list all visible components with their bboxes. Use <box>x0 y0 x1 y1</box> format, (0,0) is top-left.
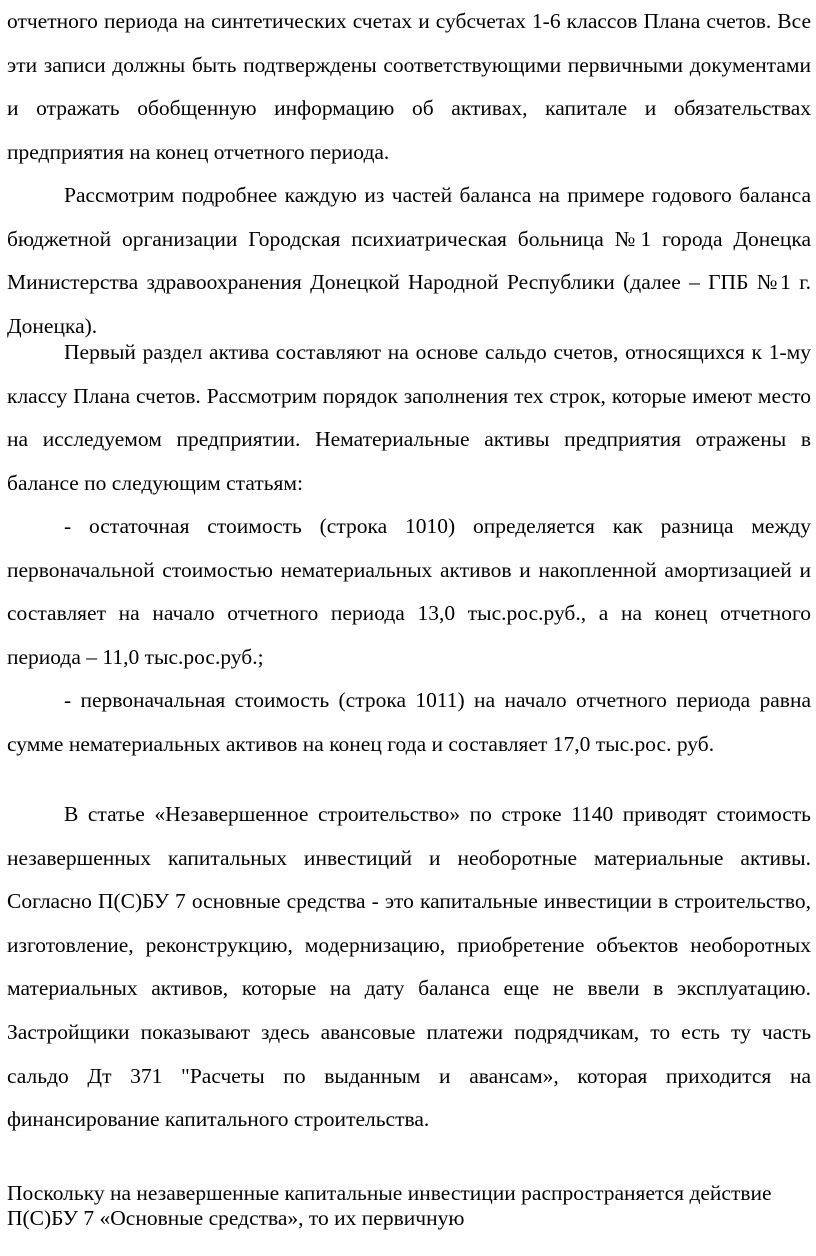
paragraph-balance-example: Рассмотрим подробнее каждую из частей баланса на примере годового баланса бюджетной организации Городская психиатрическая больница №1 города Донецка Министерства здравоохранения Донецкой Народной Республики (далее – ГПБ №1 г. Донецка). <box>7 183 811 338</box>
paragraph-continuation: отчетного периода на синтетических счетах и субсчетах 1-6 классов Плана счетов. Все эти записи должны быть подтверждены соответствующими первичными документами и отражать обобщенную информацию об активах, капитале и обязательствах предприятия на конец отчетного периода. <box>7 9 811 164</box>
paragraph-residual-value: - остаточная стоимость (строка 1010) определяется как разница между первоначальной стоимостью нематериальных активов и накопленной амортизацией и составляет на начало отчетного периода 13,0 тыс.рос.руб., а на конец отчетного периода – 11,0 тыс.рос.руб.; <box>7 514 811 669</box>
paragraph-first-section: Первый раздел актива составляют на основе сальдо счетов, относящихся к 1-му классу Плана счетов. Рассмотрим порядок заполнения тех строк, которые имеют место на исследуемом предприятии. Нематериальные активы предприятия отражены в балансе по следующим статьям: <box>7 340 811 495</box>
paragraph-unfinished-construction: В статье «Незавершенное строительство» по строке 1140 приводят стоимость незавершенных капитальных инвестиций и необоротные материальные активы. Согласно П(С)БУ 7 основные средства - это капитальные инвестиции в строительство, изготовление, реконструкцию, модернизацию, приобретение объектов необоротных материальных активов, которые на дату баланса еще не ввели в эксплуатацию. Застройщики показывают здесь авансовые платежи подрядчикам, то есть ту часть сальдо Дт 371 "Расчеты по выданным и авансам», которая приходится на финансирование капитального строительства. <box>7 802 811 1132</box>
paragraph-tail: Поскольку на незавершенные капитальные инвестиции распространяется действие П(С)БУ 7 «Основные средства», то их первичную <box>7 1181 772 1230</box>
paragraph-initial-value: - первоначальная стоимость (строка 1011) на начало отчетного периода равна сумме нематериальных активов на конец года и составляет 17,0 тыс.рос. руб. <box>7 688 811 756</box>
